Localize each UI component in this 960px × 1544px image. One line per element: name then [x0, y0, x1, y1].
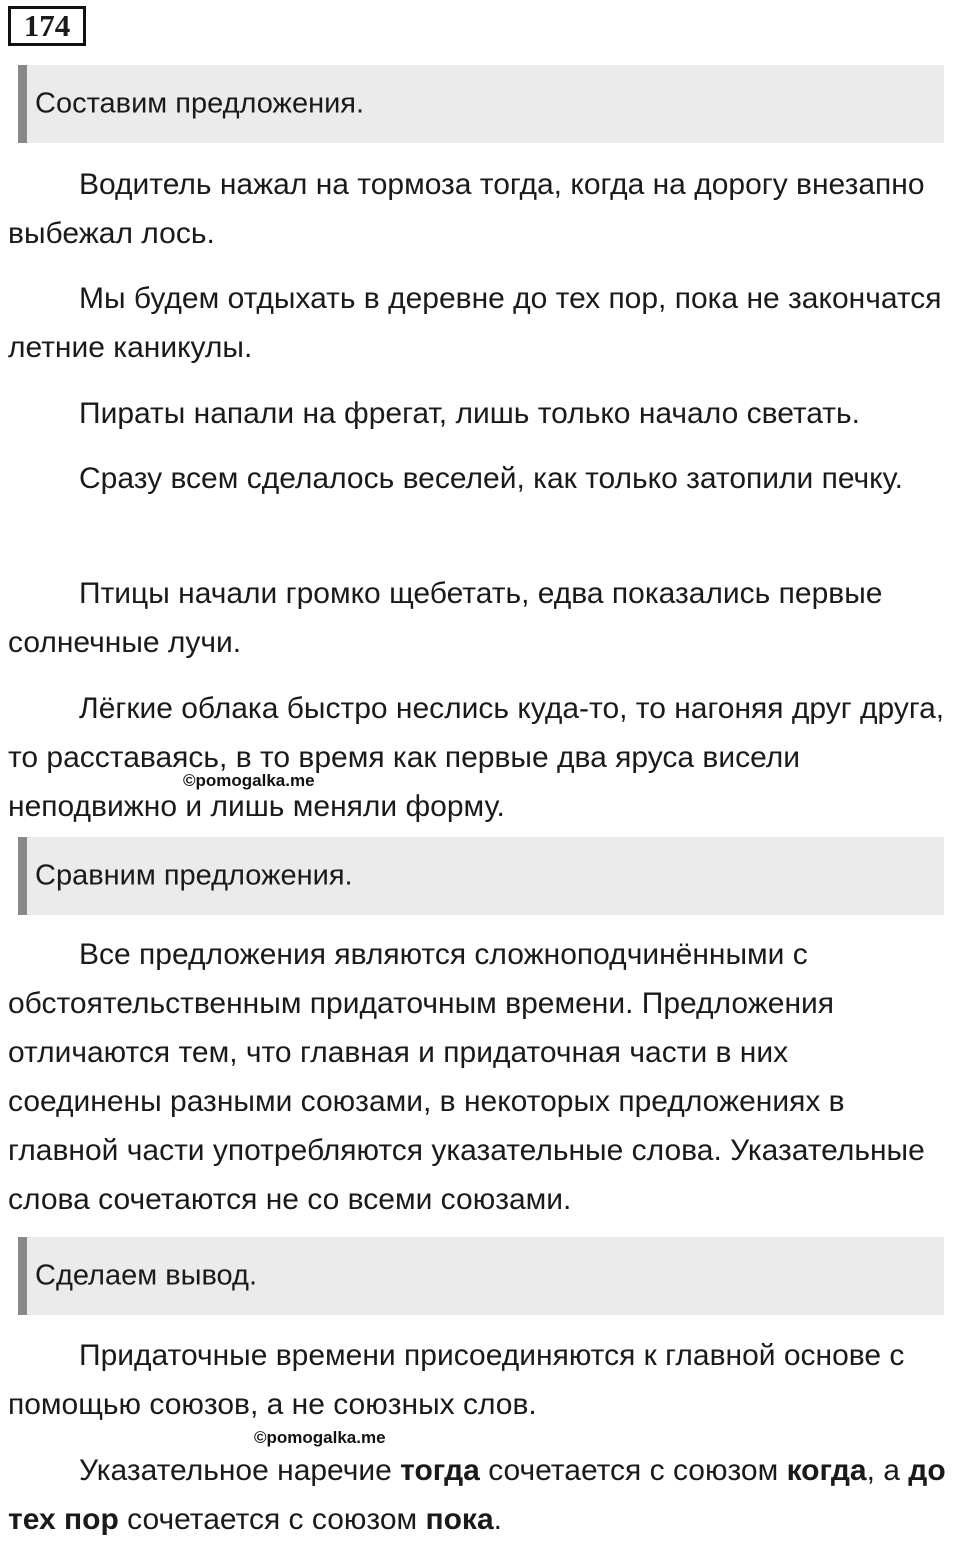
compare-text: Все предложения являются сложноподчинёнными с обстоятельственным придаточным времени. Предложения отличаются тем, что главная и придаточная части в них соединены разными союзами, в некоторых предложениях в главной части употребляются указательные слова. Указательные слова сочетаются не со всеми союзами. — [8, 938, 925, 1216]
sentence: Сразу всем сделалось веселей, как только затопили печку. — [79, 462, 903, 495]
sentence: Пираты напали на фрегат, лишь только начало светать. — [79, 397, 861, 430]
section-title: Составим предложения. — [35, 87, 365, 120]
text: сочетается с союзом — [118, 1503, 426, 1536]
conclusion-final — [8, 1446, 948, 1544]
section-title: Сравним предложения. — [35, 859, 353, 892]
bold-term: до тех пор — [8, 1454, 946, 1536]
conclusion-text: Придаточные времени присоединяются к главной основе с помощью союзов, а не союзных слов. — [8, 1339, 905, 1421]
sentence: Лёгкие облака быстро неслись куда-то, то нагоняя друг друга, то расставаясь, в то время как первые два яруса висели неподвижно и лишь меняли форму. — [8, 692, 945, 823]
watermark: ©pomogalka.me — [183, 771, 315, 790]
section-header-compose — [18, 65, 944, 143]
section-title: Сделаем вывод. — [35, 1259, 258, 1292]
bold-term: пока — [425, 1503, 494, 1536]
text: , а — [866, 1454, 909, 1487]
bold-term: тогда — [400, 1454, 480, 1487]
task-number: 174 — [8, 6, 86, 46]
bold-term: когда — [786, 1454, 867, 1487]
sentence: Водитель нажал на тормоза тогда, когда на дорогу внезапно выбежал лось. — [8, 168, 925, 250]
text: Указательное наречие — [79, 1454, 401, 1487]
section-header-conclusion — [18, 1237, 944, 1315]
section-header-compare — [18, 837, 944, 915]
watermark: ©pomogalka.me — [254, 1428, 386, 1447]
text: . — [493, 1503, 502, 1536]
sentence: Птицы начали громко щебетать, едва показались первые солнечные лучи. — [8, 577, 883, 659]
text: сочетается с союзом — [479, 1454, 787, 1487]
sentence: Мы будем отдыхать в деревне до тех пор, пока не закончатся летние каникулы. — [8, 282, 942, 364]
